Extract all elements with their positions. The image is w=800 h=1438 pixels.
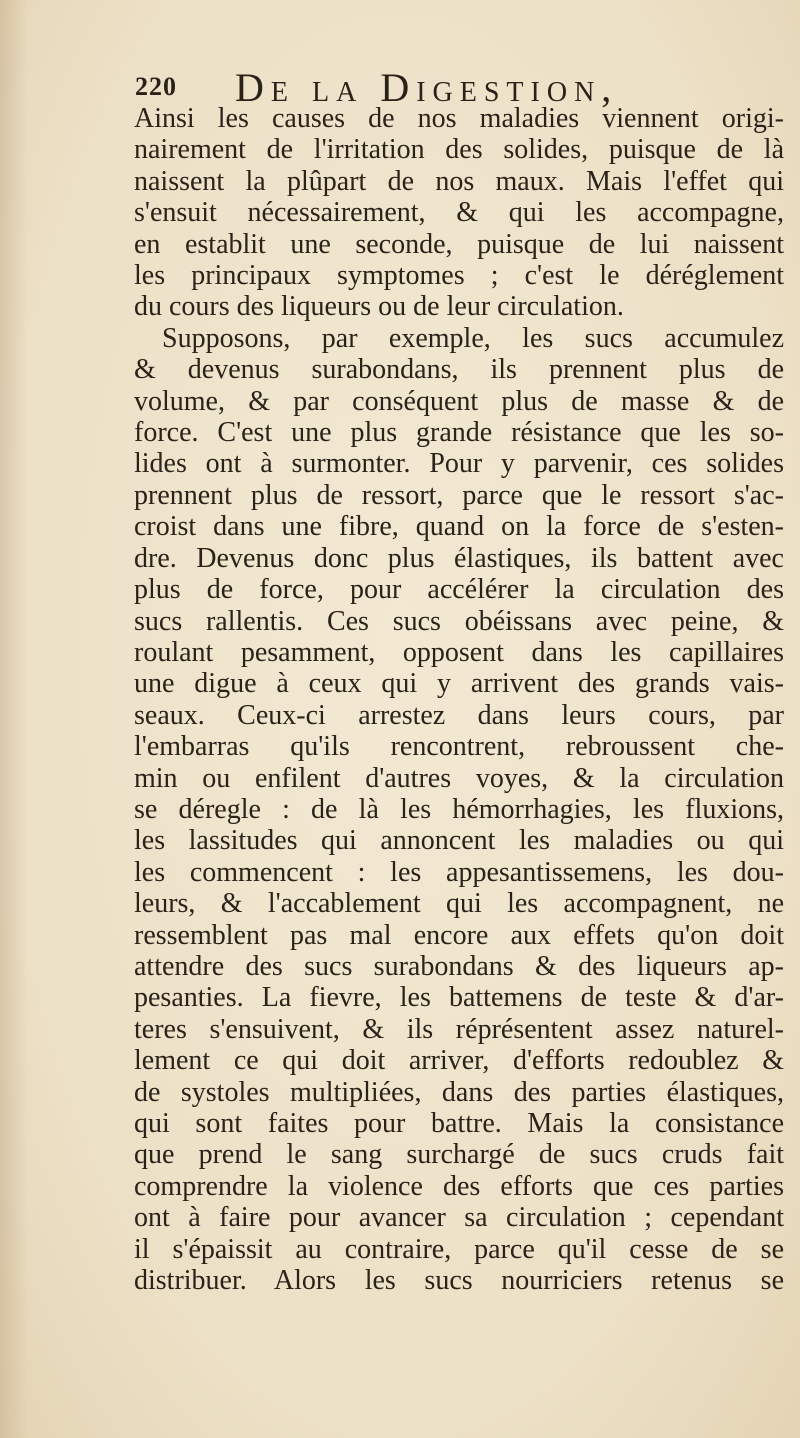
- text-line: ressemblent pas mal encore aux effets qu'on doit: [134, 919, 784, 951]
- text-line: une digue à ceux qui y arrivent des grands vais-: [134, 668, 784, 700]
- text-line: naissent la plûpart de nos maux. Mais l'effet qui: [134, 165, 784, 197]
- text-line: croist dans une fibre, quand on la force de s'esten-: [134, 511, 784, 543]
- text-line: lement ce qui doit arriver, d'efforts redoublez &: [134, 1045, 784, 1077]
- text-line: pesanties. La fievre, les battemens de teste & d'ar-: [134, 982, 784, 1014]
- page-gutter-shadow: [0, 0, 28, 1438]
- text-line: les lassitudes qui annoncent les maladies ou qui: [134, 825, 784, 857]
- text-line: Supposons, par exemple, les sucs accumulez: [162, 322, 784, 354]
- text-line: dre. Devenus donc plus élastiques, ils battent avec: [134, 542, 784, 574]
- text-line: & devenus surabondans, ils prennent plus de: [134, 354, 784, 386]
- page-header: [135, 65, 775, 110]
- text-line: comprendre la violence des efforts que ces parties: [134, 1170, 784, 1202]
- text-line: nairement de l'irritation des solides, puisque de là: [134, 134, 784, 166]
- text-line: que prend le sang surchargé de sucs cruds fait: [134, 1139, 784, 1171]
- text-line: Ainsi les causes de nos maladies viennent origi-: [134, 103, 784, 134]
- text-line: seaux. Ceux-ci arrestez dans leurs cours, par: [134, 699, 784, 731]
- text-line: qui sont faites pour battre. Mais la consistance: [134, 1108, 784, 1139]
- text-line: de systoles multipliées, dans des parties élastiques,: [134, 1076, 784, 1108]
- text-line: en establit une seconde, puisque de lui naissent: [134, 228, 784, 260]
- text-line: leurs, & l'accablement qui les accompagnent, ne: [134, 888, 784, 920]
- text-line: se déregle : de là les hémorrhagies, les fluxions,: [134, 793, 784, 825]
- text-line: lides ont à surmonter. Pour y parvenir, ces solides: [134, 448, 784, 480]
- body-text: [134, 103, 784, 1296]
- text-line: volume, & par conséquent plus de masse & de: [134, 385, 784, 417]
- text-line: ont à faire pour avancer sa circulation ; cependant: [134, 1202, 784, 1234]
- text-line: force. C'est une plus grande résistance que les so-: [134, 417, 784, 449]
- text-line: l'embarras qu'ils rencontrent, rebroussent che-: [134, 731, 784, 763]
- paragraph-1: [134, 103, 784, 323]
- text-line: plus de force, pour accélérer la circulation des: [134, 574, 784, 606]
- text-line: distribuer. Alors les sucs nourriciers retenus se: [134, 1265, 784, 1297]
- text-line: teres s'ensuivent, & ils réprésentent assez naturel-: [134, 1013, 784, 1045]
- text-line: du cours des liqueurs ou de leur circulation.: [134, 291, 624, 323]
- text-line: il s'épaissit au contraire, parce qu'il cesse de se: [134, 1233, 784, 1265]
- text-line: les principaux symptomes ; c'est le déréglement: [134, 260, 784, 292]
- text-line: s'ensuit nécessairement, & qui les accompagne,: [134, 197, 784, 229]
- text-line: attendre des sucs surabondans & des liqueurs ap-: [134, 950, 784, 982]
- text-line: prennent plus de ressort, parce que le ressort s'ac-: [134, 479, 784, 511]
- page-number: 220: [135, 72, 177, 101]
- text-line: sucs rallentis. Ces sucs obéissans avec peine, &: [134, 605, 784, 637]
- text-line: min ou enfilent d'autres voyes, & la circulation: [134, 762, 784, 794]
- paragraph-2: [134, 323, 784, 1297]
- running-title: De la Digestion,: [235, 65, 619, 110]
- text-line: les commencent : les appesantissemens, les dou-: [134, 856, 784, 888]
- text-line: roulant pesamment, opposent dans les capillaires: [134, 636, 784, 668]
